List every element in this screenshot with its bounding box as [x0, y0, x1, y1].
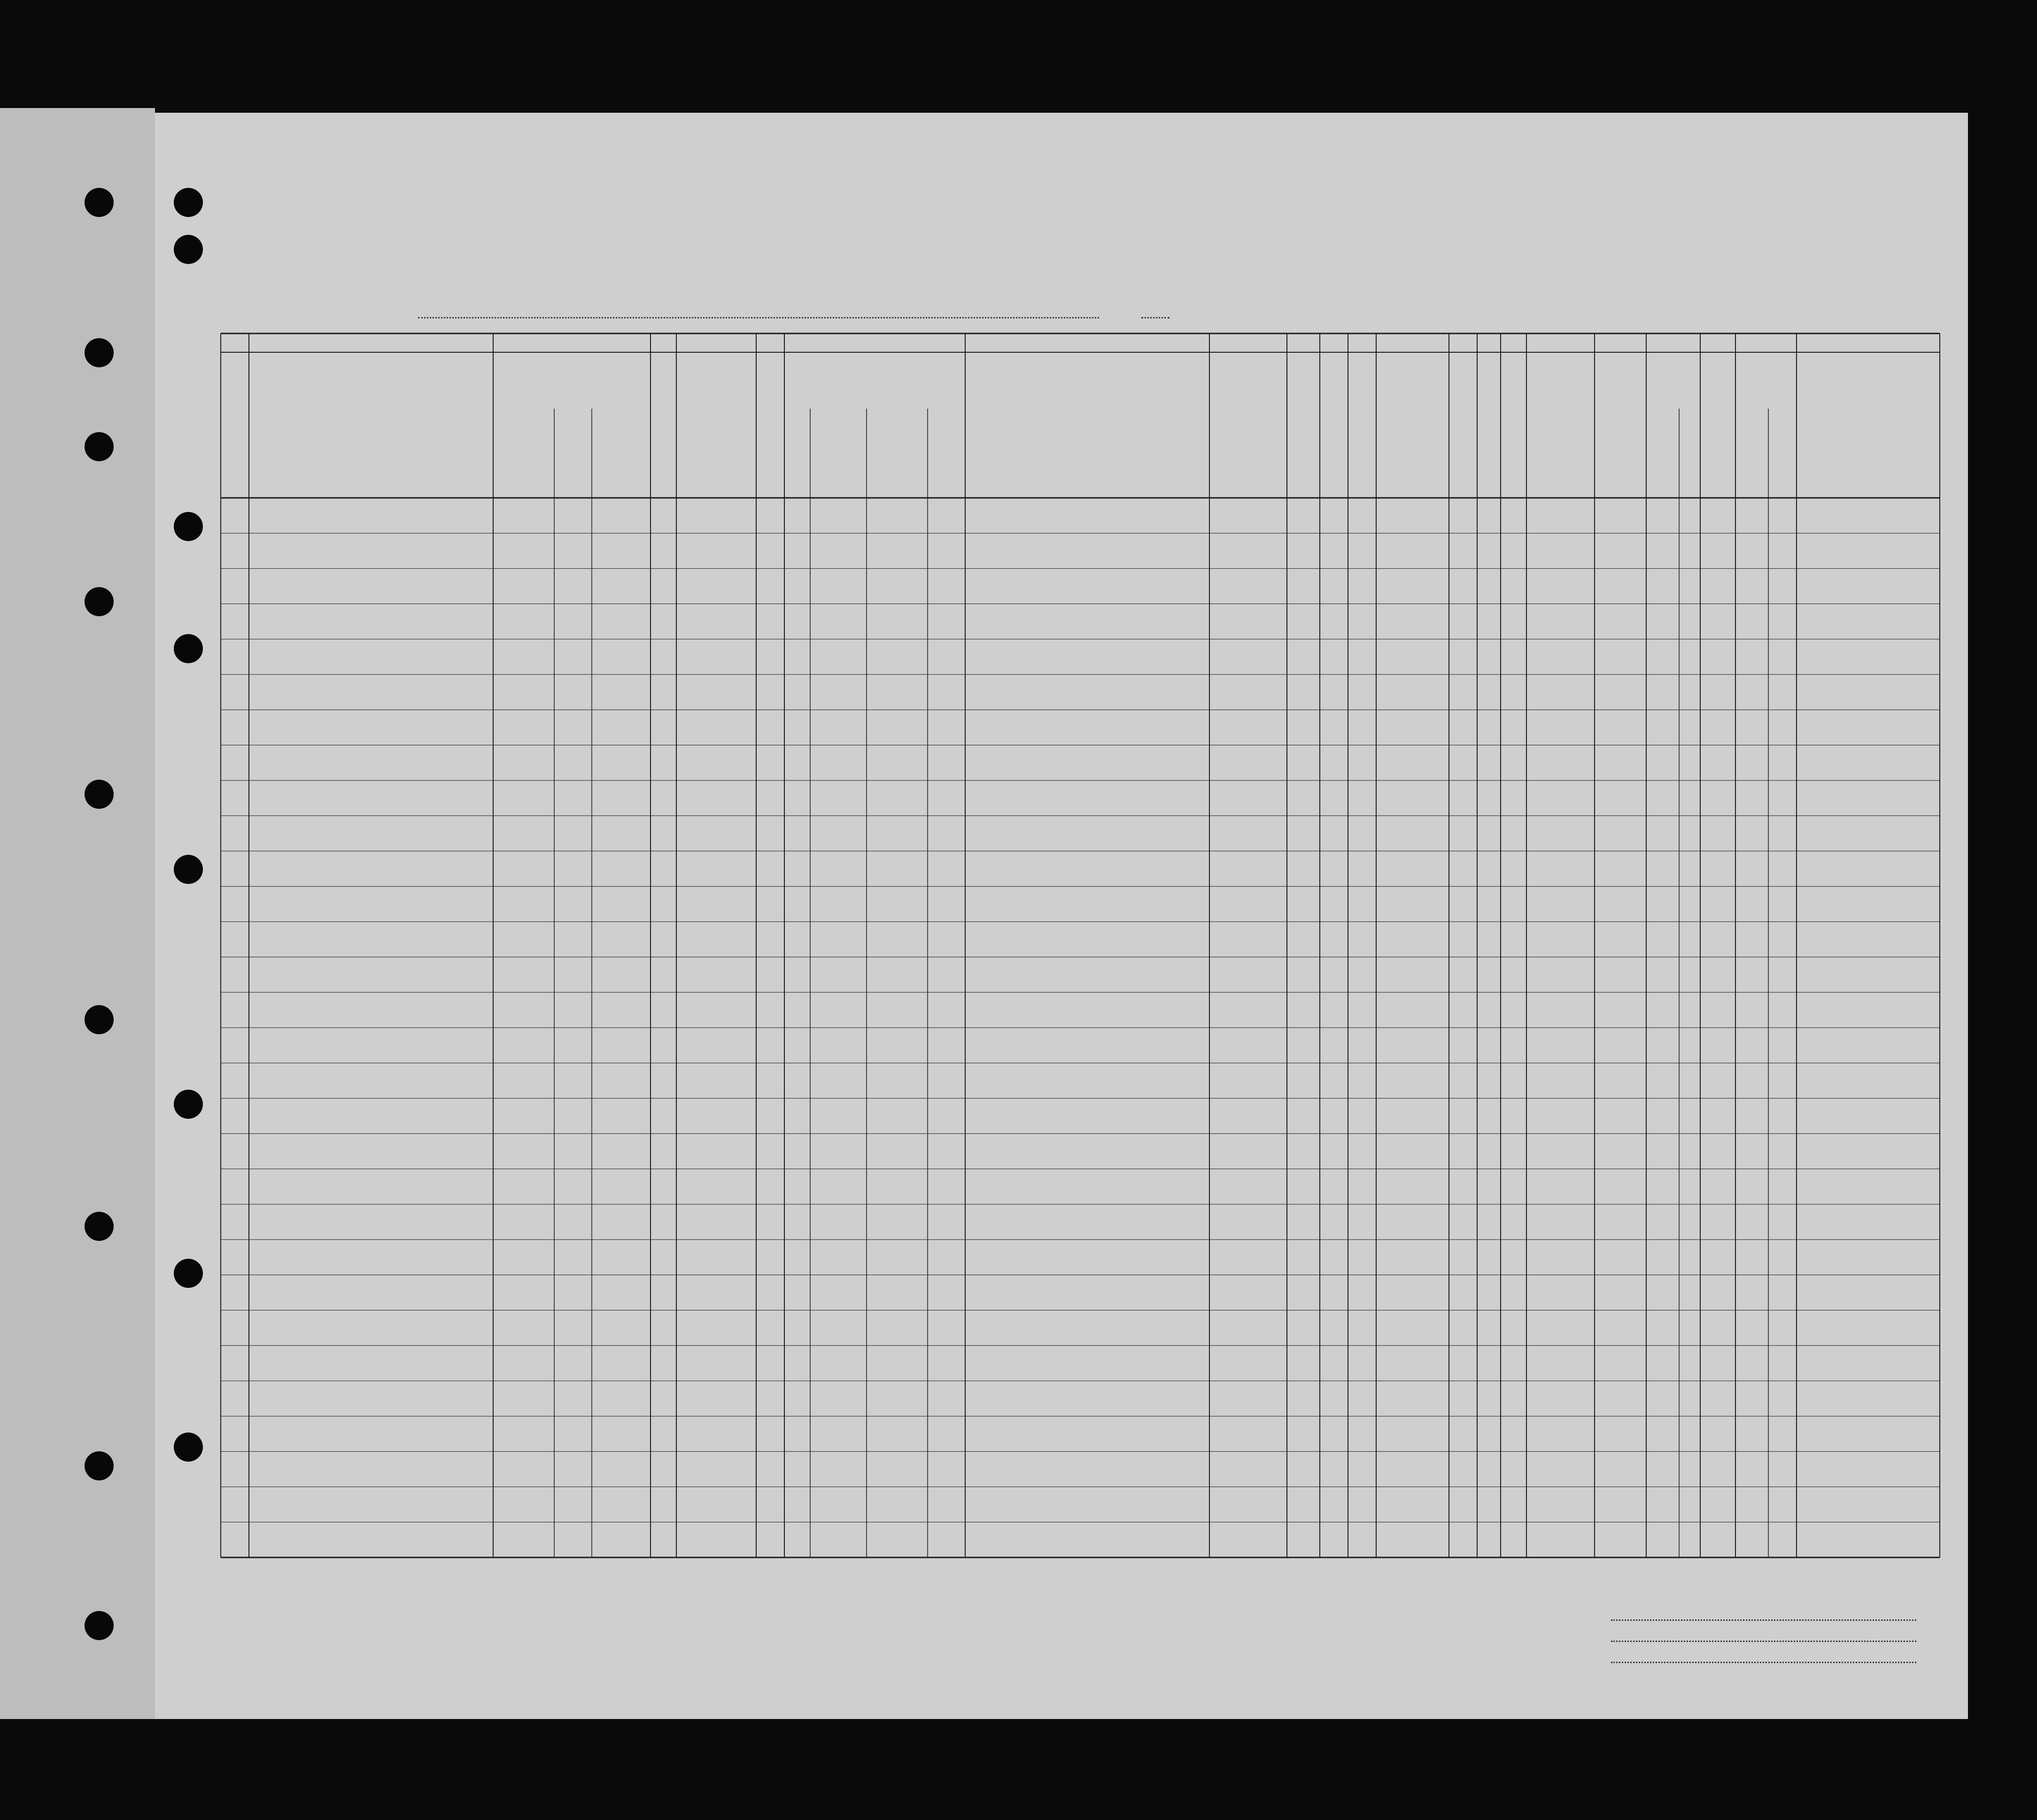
punch-hole [85, 780, 114, 809]
punch-hole [174, 855, 203, 884]
punch-hole [85, 1005, 114, 1034]
punch-hole [85, 587, 114, 616]
punch-hole [85, 1611, 114, 1640]
port-line [418, 317, 1099, 318]
manifest-sheet [155, 113, 1968, 1719]
footer-blank-line [1611, 1662, 1916, 1663]
punch-hole [85, 188, 114, 217]
year-line [1141, 317, 1170, 318]
punch-hole [174, 1259, 203, 1288]
table-grid [155, 113, 1968, 1719]
punch-hole [174, 634, 203, 663]
punch-hole [85, 1451, 114, 1480]
punch-hole [174, 1433, 203, 1462]
punch-hole [85, 432, 114, 461]
punch-hole [174, 188, 203, 217]
footer-blank-line [1611, 1619, 1916, 1621]
punch-hole [174, 512, 203, 541]
punch-hole [85, 338, 114, 367]
punch-hole [174, 235, 203, 264]
punch-hole [85, 1212, 114, 1241]
footer-blank-line [1611, 1641, 1916, 1642]
punch-hole [174, 1090, 203, 1119]
previous-page-strip [0, 108, 155, 1719]
